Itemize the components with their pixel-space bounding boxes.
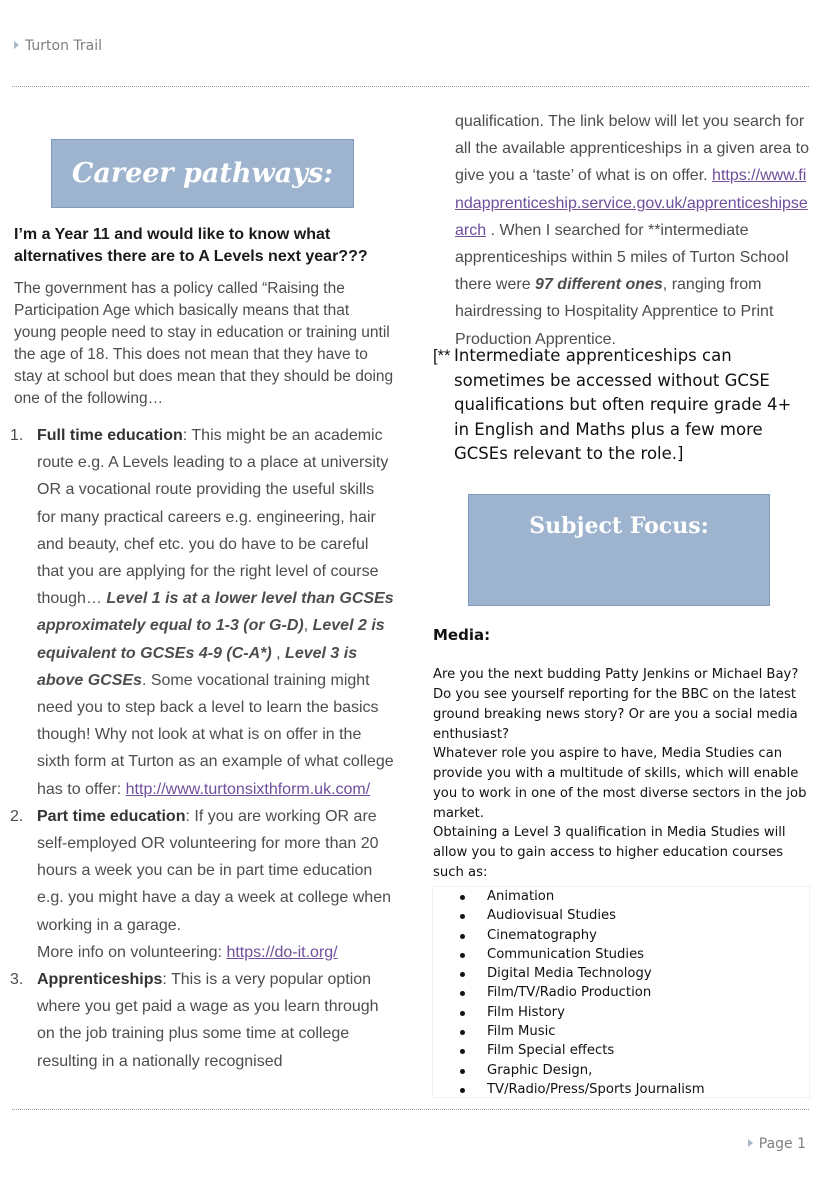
level-3-note: Level 3 is above GCSEs (37, 644, 358, 689)
item-text: : This might be an academic route e.g. A Levels leading to a place at university OR a vocational route providing the useful skills for many practical careers e.g. engineering, hair and beauty, chef etc. you do have to be careful that you are applying for the right level of course though… (37, 427, 389, 608)
course-label: Cinematography (487, 927, 597, 943)
list-item (10, 803, 395, 966)
triangle-icon (748, 1139, 753, 1147)
note-bracket: [** (433, 347, 451, 365)
item-number: 1. (10, 427, 24, 444)
banner-title: Career pathways: (71, 158, 334, 189)
course-list-item (458, 906, 705, 925)
triangle-icon (14, 41, 19, 49)
courses-list (458, 887, 705, 1099)
item-text: : If you are working OR are self-employed OR volunteering for more than 20 hours a week you can be in part time education e.g. you might have a day a week at college when working in a garage. (37, 807, 391, 934)
media-paragraph: Obtaining a Level 3 qualification in Media Studies will allow you to gain access to higher education courses such as: (433, 825, 786, 880)
bullet-icon (460, 972, 465, 977)
apprenticeship-search-link[interactable]: https://www.findapprenticeship.service.gov.uk/apprenticeshipsearch (455, 167, 808, 239)
item-number: 3. (10, 971, 24, 989)
item-number: 2. (10, 807, 24, 825)
item-title: Part time education (37, 807, 186, 825)
bullet-icon (460, 1030, 465, 1035)
separator: , (303, 617, 313, 635)
apprenticeship-continued (455, 108, 810, 353)
item-text: . Some vocational training might need you to step back a level to learn the basics though! Why not look at what is on offer in the sixth form at Turton as an example of what college has to offer: (37, 671, 394, 798)
courses-box (433, 887, 809, 1097)
course-list-item (458, 1080, 705, 1099)
intro-paragraph: The government has a policy called “Raising the Participation Age which basically means that that young people need to stay in education or training until the age of 18. This does not mean that they have to stay at school but does mean that they should be doing one of the following… (14, 280, 394, 407)
note-text: Intermediate apprenticeships can sometimes be accessed without GCSE qualifications but often require grade 4+ in English and Maths plus a few more GCSEs relevant to the role.] (454, 346, 792, 463)
bullet-icon (460, 1011, 465, 1016)
footer-divider (12, 1109, 809, 1110)
bullet-icon (460, 934, 465, 939)
course-label: Communication Studies (487, 946, 645, 962)
course-list-item (458, 926, 705, 945)
continued-text: qualification. The link below will let you search for all the available apprenticeships in a given area to give you a ‘taste’ of what is on offer. (455, 113, 810, 185)
list-item (10, 422, 395, 803)
course-label: Film Music (487, 1024, 556, 1040)
item-text: More info on volunteering: (37, 943, 227, 961)
course-label: Film Special effects (487, 1043, 615, 1059)
banner-title: Subject Focus: (529, 513, 709, 539)
level-1-note: Level 1 is at a lower level than GCSEs approximately equal to 1-3 (or G-D) (37, 590, 394, 635)
header-title: Turton Trail (25, 38, 103, 54)
course-list-item (458, 1003, 705, 1022)
options-list (10, 422, 395, 1075)
header-divider (12, 86, 809, 87)
course-label: TV/Radio/Press/Sports Journalism (487, 1081, 705, 1097)
item-title: Apprenticeships (37, 971, 163, 989)
course-label: Film History (487, 1004, 565, 1020)
item-text: : This is a very popular option where you get paid a wage as you learn through on the job training plus some time at college resulting in a nationally recognised (37, 971, 379, 1070)
career-pathways-banner (51, 139, 354, 208)
item-title: Full time education (37, 427, 183, 444)
list-item (10, 966, 395, 1075)
bullet-icon (460, 1088, 465, 1093)
bullet-icon (460, 914, 465, 919)
running-header (14, 38, 102, 54)
course-label: Film/TV/Radio Production (487, 985, 652, 1001)
course-list-item (458, 964, 705, 983)
apprenticeship-count: 97 different ones (535, 276, 663, 294)
media-paragraph: Whatever role you aspire to have, Media Studies can provide you with a multitude of skills, which will enable you to work in one of the most diverse sectors in the job market. (433, 746, 807, 821)
course-label: Animation (487, 889, 555, 904)
bullet-icon (460, 1049, 465, 1054)
media-heading: Media: (433, 626, 491, 644)
course-label: Audiovisual Studies (487, 908, 617, 924)
course-label: Graphic Design, (487, 1062, 593, 1078)
course-list-item (458, 945, 705, 964)
course-list-item (458, 1041, 705, 1060)
bullet-icon (460, 895, 465, 900)
continued-text: , ranging from hairdressing to Hospitality Apprentice to Print Production Apprentice. (455, 276, 774, 348)
question-heading: I’m a Year 11 and would like to know what alternatives there are to A Levels next year??? (14, 226, 368, 265)
bullet-icon (460, 1069, 465, 1074)
page-number: Page 1 (758, 1136, 806, 1152)
page-footer (748, 1136, 806, 1152)
course-list-item (458, 983, 705, 1002)
sixth-form-link[interactable]: http://www.turtonsixthform.uk.com/ (125, 780, 371, 798)
continued-text: . When I searched for **intermediate apprenticeships within 5 miles of Turton School there were (455, 221, 789, 294)
course-list-item (458, 1022, 705, 1041)
course-list-item (458, 1061, 705, 1080)
bullet-icon (460, 953, 465, 958)
intermediate-note (433, 344, 803, 467)
subject-focus-banner (468, 494, 770, 606)
course-list-item (458, 887, 705, 906)
separator: , (271, 644, 286, 662)
bullet-icon (460, 991, 465, 996)
volunteering-link[interactable]: https://do-it.org/ (226, 943, 338, 961)
media-paragraph: Are you the next budding Patty Jenkins or Michael Bay? Do you see yourself reporting for the BBC on the latest ground breaking news story? Or are you a social media enthusiast? (433, 667, 799, 742)
level-2-note: Level 2 is equivalent to GCSEs 4-9 (C-A*) (37, 617, 385, 662)
course-label: Digital Media Technology (487, 966, 652, 982)
